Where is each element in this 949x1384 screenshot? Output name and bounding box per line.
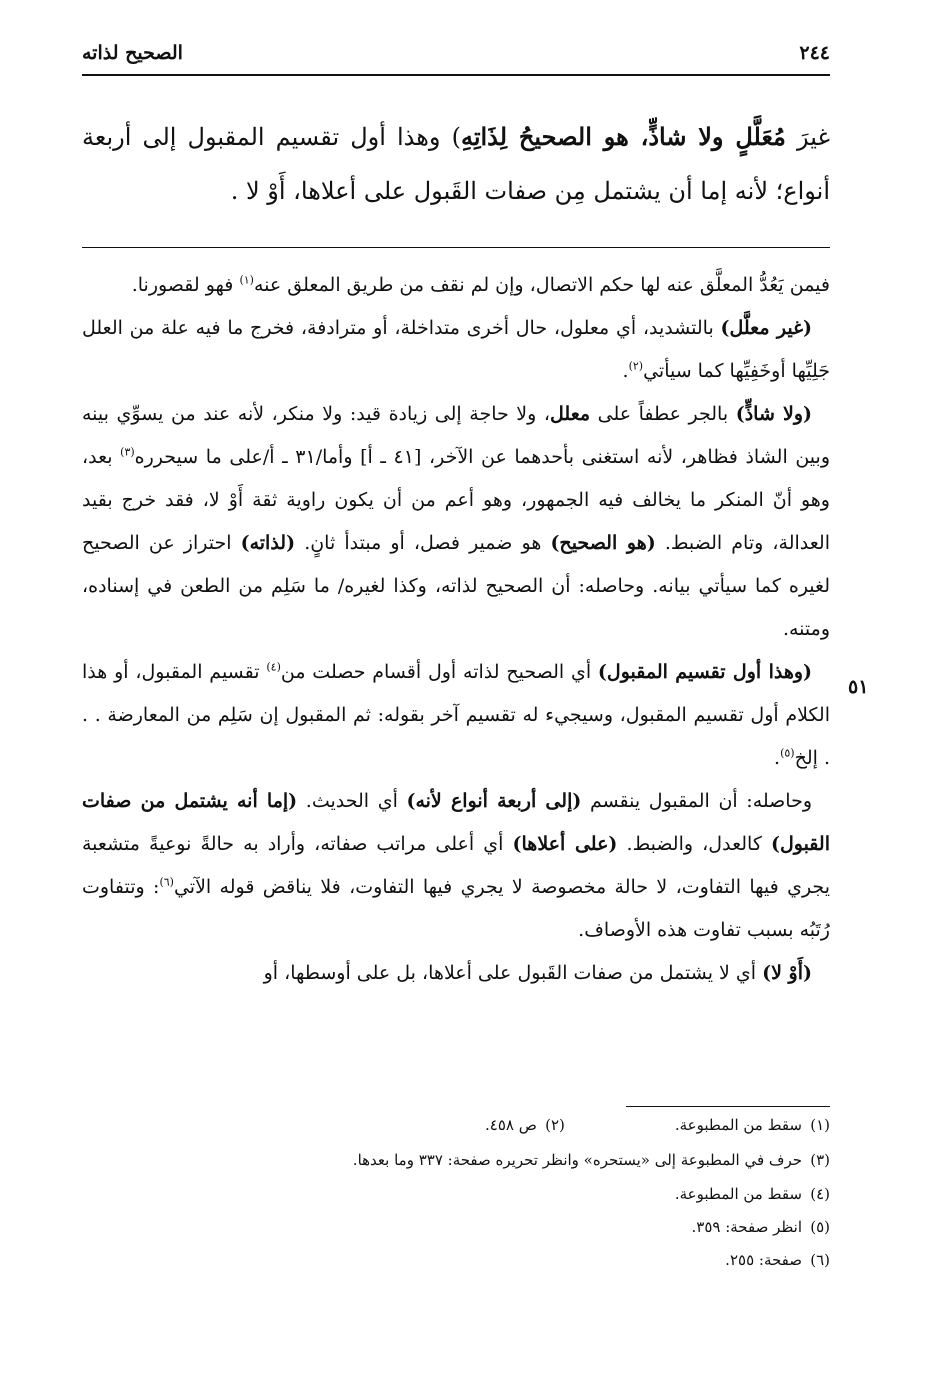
footnote-number: (٦) [810, 1251, 830, 1269]
footnote-line-4 [82, 1216, 830, 1238]
footnote-text: حرف في المطبوعة إلى «يستحره» وانظر تحريره صفحة: ٣٣٧ وما بعدها. [352, 1151, 802, 1169]
footnote-line-1 [82, 1114, 830, 1136]
main-text-part1: غيرَ [785, 123, 831, 151]
footnote-number: (٣) [810, 1151, 830, 1169]
footnote-text: سقط من المطبوعة. [674, 1116, 802, 1134]
footnote-number: (٤) [810, 1185, 830, 1203]
commentary [82, 264, 830, 995]
commentary-paragraph-5: وحاصله: أن المقبول ينقسم (إلى أربعة أنواع لأنه) أي الحديث. (إما أنه يشتمل من صفات القبول) كالعدل، والضبط. (على أعلاها) أي أعلى مراتب صفاته، وأراد به حالةً نوعيةً متشعبة يجري فيها التفاوت، لا حالة مخصوصة لا يجري فيها التفاوت، فلا يناقض قوله الآتي$^{(٦)}$: وتتفاوت رُتَبُه بسبب تفاوت هذه الأوصاف. [82, 790, 830, 941]
section-rule [82, 247, 830, 248]
footnote-text: انظر صفحة: ٣٥٩. [691, 1218, 802, 1236]
running-title: الصحيح لذاته [82, 42, 183, 64]
footnote-line-5 [82, 1249, 830, 1271]
margin-page-number: ٥١ [848, 676, 869, 698]
header-rule [82, 74, 830, 76]
commentary-paragraph-3: (ولا شاذٍّ) بالجر عطفاً على معلل، ولا حاجة إلى زيادة قيد: ولا منكر، لأنه عند من يسوِّي بينه وبين الشاذ فظاهر، لأنه استغنى بأحدهما عن الآخر، [٤١ ـ أ] وأما/٣١ ـ أ/على ما سيحرره$^{(٣)}$ بعد، وهو أنّ المنكر ما يخالف فيه الجمهور، وهو أعم من أن يكون راوية ثقة أَوْ لا، فقد خرج بقيد العدالة، وتام الضبط. (هو الصحيح) هو ضمير فصل، أو مبتدأ ثانٍ. (لذاته) احتراز عن الصحيح لغيره كما سيأتي بيانه. وحاصله: أن الصحيح لذاته، وكذا لغيره/ ما سَلِم من الطعن في إسناده، ومتنه. [82, 403, 830, 640]
main-text-part2: ) وهذا أول تقسيم المقبول إلى أربعة أنواع؛ لأنه إما أن يشتمل مِن صفات القَبول على أعلاها، أَوْ لا . [82, 123, 830, 205]
commentary-paragraph-2: (غير معلَّل) بالتشديد، أي معلول، حال أخرى متداخلة، أو مترادفة، فخرج ما فيه علة من العلل جَلِيِّها أوخَفِيِّها كما سيأتي$^{(٢)}$. [82, 317, 830, 382]
footnote-text: ص ٤٥٨. [485, 1116, 537, 1134]
footnote-text: صفحة: ٢٥٥. [725, 1251, 802, 1269]
commentary-paragraph-6: (أَوْ لا) أي لا يشتمل من صفات القَبول على أعلاها، بل على أوسطها، أو [263, 962, 812, 984]
running-header [82, 38, 830, 72]
footnote-number: (٢) [545, 1116, 565, 1134]
footnote-text: سقط من المطبوعة. [674, 1185, 802, 1203]
footnote-ref: (٣) [120, 445, 135, 459]
footnote-rule [626, 1106, 830, 1107]
commentary-paragraph-1: فيمن يَعُدُّ المعلَّق عنه لها حكم الاتصال، وإن لم نقف من طريق المعلق عنه$^{(١)}$ فهو لقصورنا. [131, 273, 830, 296]
footnote-ref: (٦) [159, 875, 174, 889]
footnote-line-3 [82, 1183, 830, 1205]
commentary-paragraph-4: (وهذا أول تقسيم المقبول) أي الصحيح لذاته أول أقسام حصلت من$^{(٤)}$ تقسيم المقبول، أو هذا الكلام أول تقسيم المقبول، وسيجيء له تقسيم آخر بقوله: ثم المقبول إن سَلِم من المعارضة . . . إلخ$^{(٥)}$. [82, 660, 830, 769]
footnote-number: (٥) [810, 1218, 830, 1236]
footnote-number: (١) [810, 1116, 830, 1134]
footnote-ref: (٥) [780, 746, 795, 760]
footnote-ref: (٢) [628, 359, 644, 373]
main-text-bold: مُعَلَّلٍ ولا شاذٍّ، هو الصحيحُ لِذَاتِهِ [460, 122, 786, 151]
main-text [82, 110, 830, 218]
footnote-ref: (٤) [266, 660, 281, 674]
footnote-ref: (١) [239, 273, 254, 287]
page-number: ٢٤٤ [799, 42, 830, 64]
footnote-line-2 [82, 1149, 830, 1171]
